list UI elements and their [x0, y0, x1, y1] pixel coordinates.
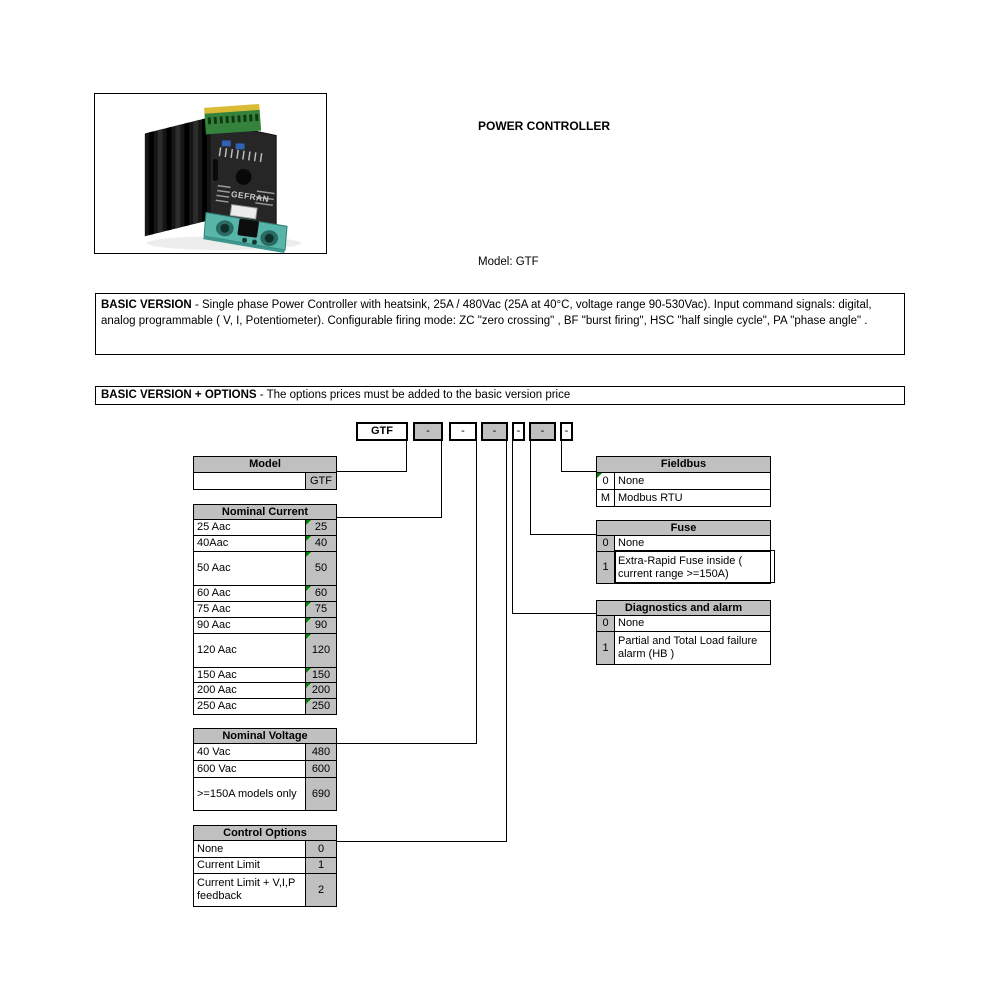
- model-table-title: Model: [194, 457, 337, 473]
- order-code-box-voltage: -: [449, 422, 477, 441]
- connector-line: [336, 743, 477, 744]
- table-cell-code: 0: [597, 473, 615, 490]
- table-cell-code: 75: [306, 602, 337, 618]
- table-cell-code: 150: [306, 668, 337, 683]
- connector-line: [530, 534, 597, 535]
- order-code-box-fieldbus: -: [560, 422, 573, 441]
- table-cell-label: Current Limit: [194, 858, 306, 874]
- options-bar: [95, 386, 905, 405]
- connector-line: [561, 471, 597, 472]
- options-bar-text: - The options prices must be added to the basic version price: [256, 389, 571, 401]
- order-code-box-current: -: [413, 422, 443, 441]
- table-cell-code: 1: [597, 632, 615, 665]
- model-table: [193, 456, 337, 490]
- connector-line: [441, 441, 442, 518]
- table-cell-code: 0: [597, 616, 615, 632]
- fieldbus-title: Fieldbus: [597, 457, 771, 473]
- connector-line: [506, 441, 507, 842]
- heatsink-graphic: [145, 117, 210, 236]
- connector-line: [336, 471, 407, 472]
- table-cell-code: 2: [306, 874, 337, 907]
- table-cell-label: 40 Vac: [194, 744, 306, 761]
- order-code-model-box: GTF: [356, 422, 408, 441]
- connector-line: [561, 441, 562, 472]
- fuse-title: Fuse: [597, 521, 771, 536]
- table-cell-label: Extra-Rapid Fuse inside ( current range >=150A): [615, 552, 771, 584]
- connector-line: [530, 441, 531, 535]
- basic-version-description: [95, 293, 905, 355]
- table-cell-label: Partial and Total Load failure alarm (HB ): [615, 632, 771, 665]
- diagnostics-table: [596, 600, 771, 665]
- table-cell-code: 25: [306, 520, 337, 536]
- control-options-title: Control Options: [194, 826, 337, 841]
- nominal-current-title: Nominal Current: [194, 505, 337, 520]
- fieldbus-table: [596, 456, 771, 507]
- table-cell-label: 75 Aac: [194, 602, 306, 618]
- table-cell-label: None: [615, 616, 771, 632]
- table-cell-code: 200: [306, 683, 337, 699]
- table-cell-label: Modbus RTU: [615, 490, 771, 507]
- table-cell-label: 120 Aac: [194, 634, 306, 668]
- table-cell-label: 50 Aac: [194, 552, 306, 586]
- connector-line: [336, 841, 507, 842]
- table-cell-code: 50: [306, 552, 337, 586]
- table-cell-label: Current Limit + V,I,P feedback: [194, 874, 306, 907]
- table-cell-label: 25 Aac: [194, 520, 306, 536]
- table-cell-label: [194, 473, 306, 490]
- connector-line: [336, 517, 442, 518]
- model-caption: Model: GTF: [478, 256, 539, 268]
- table-cell-label: 200 Aac: [194, 683, 306, 699]
- table-cell-code: 600: [306, 761, 337, 778]
- options-bar-label: BASIC VERSION + OPTIONS: [101, 389, 257, 401]
- product-photo-frame: [94, 93, 327, 254]
- order-code-box-fuse: -: [529, 422, 556, 441]
- table-cell-label: 150 Aac: [194, 668, 306, 683]
- connector-line: [512, 613, 597, 614]
- connector-line: [406, 441, 407, 472]
- fuse-table: [596, 520, 771, 584]
- table-cell-code: 690: [306, 778, 337, 811]
- table-cell-label: 40Aac: [194, 536, 306, 552]
- table-cell-code: 120: [306, 634, 337, 668]
- basic-version-label: BASIC VERSION: [101, 299, 192, 311]
- table-cell-code: 1: [306, 858, 337, 874]
- table-cell-label: None: [194, 841, 306, 858]
- table-cell-code: 40: [306, 536, 337, 552]
- table-cell-code: 250: [306, 699, 337, 715]
- control-options-table: [193, 825, 337, 907]
- page-title: POWER CONTROLLER: [478, 119, 610, 133]
- table-cell-label: >=150A models only: [194, 778, 306, 811]
- diagnostics-title: Diagnostics and alarm: [597, 601, 771, 616]
- nominal-voltage-table: [193, 728, 337, 811]
- table-cell-code: 1: [597, 552, 615, 584]
- connector-line: [476, 441, 477, 744]
- nominal-voltage-title: Nominal Voltage: [194, 729, 337, 744]
- basic-version-text: - Single phase Power Controller with heatsink, 25A / 480Vac (25A at 40°C, voltage range 90-530Vac). Input command signals: digital, analog programmable ( V, I, Potentiometer). Configurable firing mode: ZC "zero crossing" , BF "burst firing", HSC "half single cycle", PA "phase angle" .: [101, 299, 872, 327]
- terminal-block-graphic: [204, 104, 261, 134]
- table-cell-label: 600 Vac: [194, 761, 306, 778]
- connector-line: [512, 441, 513, 614]
- table-cell-code: 0: [306, 841, 337, 858]
- table-cell-label: None: [615, 536, 771, 552]
- product-photo: [95, 94, 326, 253]
- brand-text: GEFRAN: [230, 188, 270, 205]
- table-cell-label: 250 Aac: [194, 699, 306, 715]
- table-cell-label: None: [615, 473, 771, 490]
- table-cell-code: GTF: [306, 473, 337, 490]
- table-cell-code: 0: [597, 536, 615, 552]
- nominal-current-table: [193, 504, 337, 715]
- table-cell-label: 60 Aac: [194, 586, 306, 602]
- order-code-box-control: -: [481, 422, 508, 441]
- table-cell-code: M: [597, 490, 615, 507]
- table-cell-code: 60: [306, 586, 337, 602]
- table-cell-code: 90: [306, 618, 337, 634]
- table-cell-label: 90 Aac: [194, 618, 306, 634]
- table-cell-code: 480: [306, 744, 337, 761]
- order-code-box-diagnostics: -: [512, 422, 525, 441]
